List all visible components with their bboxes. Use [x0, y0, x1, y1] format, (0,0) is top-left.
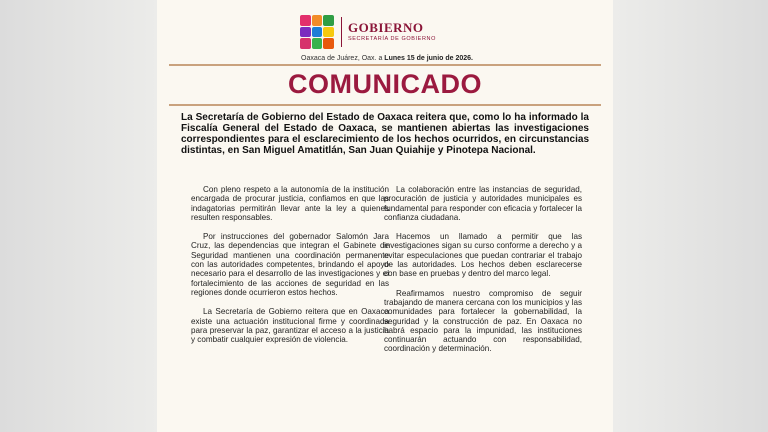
lead-paragraph: La Secretaría de Gobierno del Estado de Oaxaca reitera que, como lo ha informado la Fiscalía General del Estado de Oaxaca, se mantienen abiertas las investigaciones correspondientes para el esclarecimiento de los hechos ocurridos, en circunstancias distintas, en San Miguel Amatitlán, San Juan Quiahije y Pinotepa Nacional.	[181, 112, 589, 156]
press-release-document	[157, 0, 613, 432]
dateline-prefix: Oaxaca de Juárez, Oax. a	[301, 55, 383, 62]
left-column	[191, 185, 389, 354]
government-logo	[300, 14, 436, 50]
dateline-date: Lunes 15 de junio de 2026.	[384, 55, 473, 62]
background-left	[0, 0, 160, 432]
bottom-rule	[169, 104, 601, 106]
emblem-tile	[300, 27, 311, 38]
logo-title: GOBIERNO	[348, 20, 424, 35]
background-right	[613, 0, 768, 432]
emblem-tile	[312, 15, 323, 26]
logo-divider	[341, 17, 342, 47]
body-paragraph: Hacemos un llamado a permitir que las investigaciones sigan su curso conforme a derecho y a evitar especulaciones que puedan contrariar el trabajo de las autoridades. Los hechos deben esclarecerse con base en pruebas y dentro del marco legal.	[384, 232, 582, 279]
emblem-tile	[323, 38, 334, 49]
body-paragraph: Con pleno respeto a la autonomía de la institución encargada de procurar justicia, confiamos en que las indagatorias permitirán llevar ante la ley a quienes resulten responsables.	[191, 185, 389, 222]
emblem-tile	[312, 27, 323, 38]
dateline	[301, 55, 473, 62]
body-paragraph: Por instrucciones del gobernador Salomón Jara Cruz, las dependencias que integran el Gabinete de Seguridad mantienen una coordinación permanente con las autoridades competentes, brindando el apoyo necesario para el desarrollo de las investigaciones y el fortalecimiento de las acciones de seguridad en las regiones donde ocurrieron estos hechos.	[191, 232, 389, 297]
emblem-tile	[323, 27, 334, 38]
emblem-tile	[312, 38, 323, 49]
body-paragraph: Reafirmamos nuestro compromiso de seguir trabajando de manera cercana con los municipios y las comunidades para fortalecer la gobernabilidad, la seguridad y la construcción de paz. En Oaxaca no habrá espacio para la impunidad, las instituciones continuarán actuando con responsabilidad, coordinación y determinación.	[384, 288, 582, 354]
page-title: COMUNICADO	[288, 69, 482, 99]
body-paragraph: La colaboración entre las instancias de seguridad, procuración de justicia y autoridades municipales es fundamental para responder con eficacia y fortalecer la confianza ciudadana.	[384, 185, 582, 222]
logo-subtitle: SECRETARÍA DE GOBIERNO	[348, 36, 436, 42]
body-paragraph: La Secretaría de Gobierno reitera que en Oaxaca existe una actuación institucional firme y coordinada para preservar la paz, garantizar el acceso a la justicia y combatir cualquier expresión de violencia.	[191, 307, 389, 345]
emblem-tile	[300, 38, 311, 49]
right-column	[384, 185, 582, 364]
emblem-tile	[323, 15, 334, 26]
logo-text	[348, 21, 436, 43]
oaxaca-emblem-icon	[300, 15, 334, 49]
emblem-tile	[300, 15, 311, 26]
